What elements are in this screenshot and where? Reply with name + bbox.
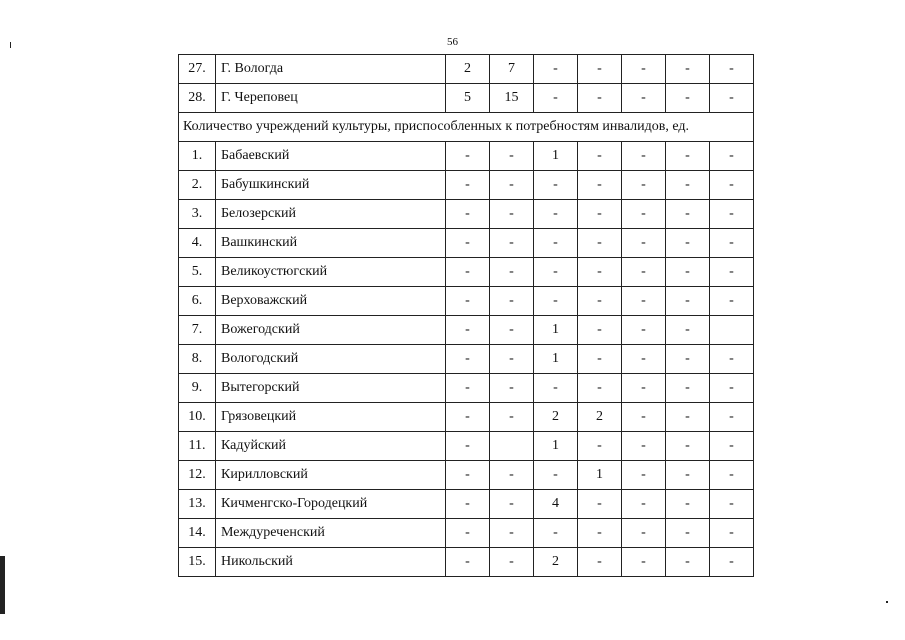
value-cell: -	[622, 345, 666, 374]
value-cell: -	[710, 490, 754, 519]
value-cell: -	[446, 200, 490, 229]
value-cell: 1	[534, 142, 578, 171]
value-cell: -	[622, 403, 666, 432]
value-cell: 2	[446, 55, 490, 84]
value-cell: -	[578, 171, 622, 200]
district-name: Кичменгско-Городецкий	[216, 490, 446, 519]
value-cell: -	[578, 287, 622, 316]
value-cell: -	[446, 403, 490, 432]
district-name: Белозерский	[216, 200, 446, 229]
value-cell: -	[622, 55, 666, 84]
district-name: Вытегорский	[216, 374, 446, 403]
value-cell: -	[622, 200, 666, 229]
table-row	[179, 258, 754, 287]
district-name: Никольский	[216, 548, 446, 577]
value-cell: 2	[534, 403, 578, 432]
value-cell: 1	[534, 316, 578, 345]
value-cell: -	[578, 200, 622, 229]
value-cell: 5	[446, 84, 490, 113]
value-cell: -	[446, 258, 490, 287]
page-number: 56	[447, 36, 458, 48]
table-body	[179, 55, 754, 577]
district-name: Г. Вологда	[216, 55, 446, 84]
value-cell: -	[446, 142, 490, 171]
value-cell: -	[490, 548, 534, 577]
value-cell: -	[534, 200, 578, 229]
row-number: 14.	[179, 519, 216, 548]
value-cell: -	[490, 171, 534, 200]
value-cell: -	[666, 345, 710, 374]
value-cell: -	[622, 229, 666, 258]
value-cell: -	[578, 229, 622, 258]
value-cell: -	[710, 374, 754, 403]
value-cell: -	[446, 490, 490, 519]
value-cell: -	[490, 403, 534, 432]
value-cell: -	[490, 200, 534, 229]
value-cell: -	[490, 519, 534, 548]
district-name: Вашкинский	[216, 229, 446, 258]
value-cell: -	[666, 55, 710, 84]
value-cell: -	[710, 548, 754, 577]
value-cell: -	[710, 519, 754, 548]
value-cell: -	[622, 171, 666, 200]
value-cell: -	[446, 432, 490, 461]
value-cell: -	[666, 200, 710, 229]
value-cell: -	[578, 519, 622, 548]
table-row	[179, 403, 754, 432]
table-row	[179, 55, 754, 84]
value-cell: -	[666, 432, 710, 461]
value-cell: 1	[534, 345, 578, 374]
value-cell: -	[710, 55, 754, 84]
row-number: 9.	[179, 374, 216, 403]
value-cell: -	[666, 287, 710, 316]
value-cell: -	[446, 316, 490, 345]
row-number: 13.	[179, 490, 216, 519]
value-cell: -	[446, 461, 490, 490]
value-cell: -	[490, 316, 534, 345]
value-cell: -	[446, 374, 490, 403]
value-cell: -	[534, 55, 578, 84]
value-cell: -	[622, 258, 666, 287]
table-row	[179, 519, 754, 548]
value-cell: -	[622, 432, 666, 461]
district-name: Междуреченский	[216, 519, 446, 548]
district-name: Кадуйский	[216, 432, 446, 461]
value-cell: -	[578, 258, 622, 287]
district-name: Бабушкинский	[216, 171, 446, 200]
district-name: Верховажский	[216, 287, 446, 316]
section-heading-row	[179, 113, 754, 142]
value-cell: -	[578, 548, 622, 577]
row-number: 7.	[179, 316, 216, 345]
table-row	[179, 490, 754, 519]
value-cell: -	[666, 171, 710, 200]
value-cell: -	[710, 171, 754, 200]
scan-speck	[886, 601, 888, 603]
scan-speck	[10, 42, 11, 48]
value-cell: -	[710, 200, 754, 229]
value-cell: -	[446, 287, 490, 316]
value-cell: -	[622, 142, 666, 171]
table-row	[179, 171, 754, 200]
district-name: Великоустюгский	[216, 258, 446, 287]
value-cell: -	[490, 258, 534, 287]
value-cell: -	[534, 519, 578, 548]
row-number: 1.	[179, 142, 216, 171]
value-cell: -	[710, 287, 754, 316]
value-cell: -	[622, 316, 666, 345]
value-cell: -	[666, 374, 710, 403]
value-cell: -	[534, 461, 578, 490]
value-cell: -	[446, 171, 490, 200]
row-number: 28.	[179, 84, 216, 113]
value-cell: -	[710, 258, 754, 287]
value-cell: 7	[490, 55, 534, 84]
value-cell: -	[666, 258, 710, 287]
value-cell: -	[666, 403, 710, 432]
row-number: 12.	[179, 461, 216, 490]
value-cell: -	[710, 142, 754, 171]
scan-margin-mark	[0, 556, 5, 614]
row-number: 10.	[179, 403, 216, 432]
value-cell: -	[490, 345, 534, 374]
value-cell: -	[534, 84, 578, 113]
table-row	[179, 548, 754, 577]
row-number: 27.	[179, 55, 216, 84]
row-number: 15.	[179, 548, 216, 577]
value-cell: -	[666, 142, 710, 171]
value-cell: -	[622, 84, 666, 113]
value-cell: -	[710, 403, 754, 432]
table-row	[179, 316, 754, 345]
district-name: Вологодский	[216, 345, 446, 374]
value-cell: 1	[578, 461, 622, 490]
table-row	[179, 142, 754, 171]
value-cell: -	[710, 432, 754, 461]
value-cell: 1	[534, 432, 578, 461]
row-number: 11.	[179, 432, 216, 461]
value-cell: -	[446, 548, 490, 577]
section-heading: Количество учреждений культуры, приспособленных к потребностям инвалидов, ед.	[179, 113, 754, 142]
value-cell: -	[446, 345, 490, 374]
row-number: 5.	[179, 258, 216, 287]
table-row	[179, 345, 754, 374]
value-cell: -	[490, 142, 534, 171]
value-cell: -	[534, 258, 578, 287]
value-cell: -	[578, 84, 622, 113]
value-cell	[710, 316, 754, 345]
table-row	[179, 432, 754, 461]
row-number: 6.	[179, 287, 216, 316]
value-cell: 2	[578, 403, 622, 432]
value-cell: -	[578, 345, 622, 374]
table-row	[179, 287, 754, 316]
district-name: Кирилловский	[216, 461, 446, 490]
value-cell: -	[622, 519, 666, 548]
value-cell: -	[446, 229, 490, 258]
value-cell: -	[534, 374, 578, 403]
value-cell	[490, 432, 534, 461]
value-cell: -	[622, 374, 666, 403]
value-cell: -	[534, 287, 578, 316]
table-row	[179, 200, 754, 229]
statistics-table	[178, 54, 754, 577]
value-cell: -	[622, 548, 666, 577]
value-cell: -	[666, 316, 710, 345]
district-name: Бабаевский	[216, 142, 446, 171]
table-row	[179, 461, 754, 490]
value-cell: -	[666, 490, 710, 519]
table-row	[179, 229, 754, 258]
table-row	[179, 84, 754, 113]
value-cell: -	[578, 142, 622, 171]
value-cell: -	[666, 229, 710, 258]
row-number: 2.	[179, 171, 216, 200]
value-cell: -	[710, 345, 754, 374]
value-cell: -	[578, 432, 622, 461]
value-cell: -	[710, 84, 754, 113]
value-cell: -	[666, 519, 710, 548]
value-cell: -	[490, 287, 534, 316]
value-cell: -	[710, 461, 754, 490]
district-name: Вожегодский	[216, 316, 446, 345]
district-name: Г. Череповец	[216, 84, 446, 113]
row-number: 8.	[179, 345, 216, 374]
value-cell: -	[666, 461, 710, 490]
value-cell: -	[534, 171, 578, 200]
value-cell: -	[490, 490, 534, 519]
value-cell: -	[622, 490, 666, 519]
value-cell: -	[666, 548, 710, 577]
value-cell: -	[490, 461, 534, 490]
value-cell: -	[578, 316, 622, 345]
value-cell: -	[446, 519, 490, 548]
value-cell: -	[710, 229, 754, 258]
value-cell: 4	[534, 490, 578, 519]
value-cell: -	[578, 490, 622, 519]
value-cell: 2	[534, 548, 578, 577]
value-cell: -	[490, 374, 534, 403]
value-cell: -	[534, 229, 578, 258]
value-cell: 15	[490, 84, 534, 113]
value-cell: -	[622, 287, 666, 316]
district-name: Грязовецкий	[216, 403, 446, 432]
value-cell: -	[622, 461, 666, 490]
table-row	[179, 374, 754, 403]
row-number: 3.	[179, 200, 216, 229]
value-cell: -	[578, 374, 622, 403]
value-cell: -	[578, 55, 622, 84]
row-number: 4.	[179, 229, 216, 258]
value-cell: -	[666, 84, 710, 113]
value-cell: -	[490, 229, 534, 258]
